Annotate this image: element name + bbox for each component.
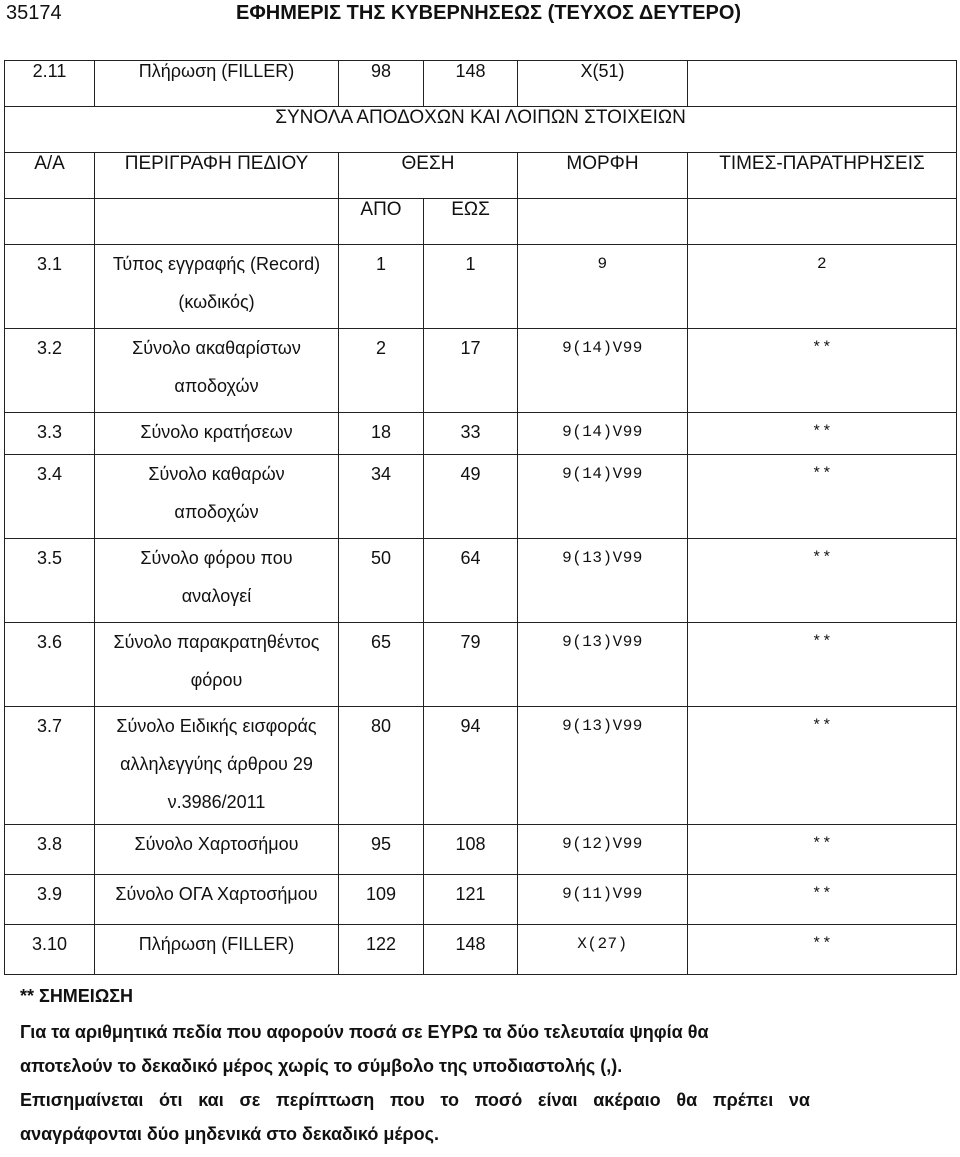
row-times: ** (688, 623, 957, 707)
empty-cell (688, 199, 957, 245)
row-apo: 109 (339, 875, 424, 925)
section-title: ΣΥΝΟΛΑ ΑΠΟΔΟΧΩΝ ΚΑΙ ΛΟΙΠΩΝ ΣΤΟΙΧΕΙΩΝ (5, 107, 957, 153)
subheader-row (5, 199, 957, 245)
col-header-aa: Α/Α (5, 153, 95, 199)
row-eos: 17 (424, 329, 518, 413)
row-aa: 3.5 (5, 539, 95, 623)
col-header-times: ΤΙΜΕΣ-ΠΑΡΑΤΗΡΗΣΕΙΣ (688, 153, 957, 199)
col-header-apo: ΑΠΟ (339, 199, 424, 245)
row-desc (95, 413, 339, 455)
row-morfi: X(27) (518, 925, 688, 975)
row-desc-line: φόρου (190, 670, 243, 690)
row-desc (95, 707, 339, 825)
column-header-row (5, 153, 957, 199)
row-desc-line: αναλογεί (181, 586, 252, 606)
row-desc-line: Σύνολο φόρου που (140, 548, 293, 568)
row-desc-line: αλληλεγγύης άρθρου 29 (120, 754, 313, 774)
row-desc-line: Σύνολο κρατήσεων (140, 422, 293, 442)
rows-body (5, 245, 957, 975)
row-aa: 3.3 (5, 413, 95, 455)
row-eos: 33 (424, 413, 518, 455)
table-row (5, 329, 957, 413)
row-aa: 3.9 (5, 875, 95, 925)
row-morfi: 9(12)V99 (518, 825, 688, 875)
row-apo: 2 (339, 329, 424, 413)
row-eos: 79 (424, 623, 518, 707)
row-apo: 122 (339, 925, 424, 975)
row-desc-line: Σύνολο Ειδικής εισφοράς (116, 716, 317, 736)
note-section (20, 986, 820, 1151)
row-aa: 3.8 (5, 825, 95, 875)
note-line: Επισημαίνεται ότι και σε περίπτωση που το ποσό είναι ακέραιο θα πρέπει να (20, 1090, 810, 1110)
row-apo: 50 (339, 539, 424, 623)
row-apo: 18 (339, 413, 424, 455)
row-times: ** (688, 329, 957, 413)
row-desc (95, 925, 339, 975)
row-apo: 1 (339, 245, 424, 329)
row-desc-line: Σύνολο καθαρών (148, 464, 285, 484)
fields-table (4, 60, 957, 975)
section-title-row (5, 107, 957, 153)
row-apo: 95 (339, 825, 424, 875)
row-apo: 34 (339, 455, 424, 539)
row-desc-line: Πλήρωση (FILLER) (138, 934, 295, 954)
empty-cell (5, 199, 95, 245)
row-eos: 64 (424, 539, 518, 623)
row-eos: 49 (424, 455, 518, 539)
row-aa: 3.6 (5, 623, 95, 707)
row-times: ** (688, 413, 957, 455)
row-morfi: 9(14)V99 (518, 413, 688, 455)
row-morfi: X(51) (518, 61, 688, 107)
row-desc (95, 825, 339, 875)
row-apo: 65 (339, 623, 424, 707)
table-row (5, 707, 957, 825)
table-row (5, 455, 957, 539)
row-eos: 121 (424, 875, 518, 925)
row-desc-line: Σύνολο παρακρατηθέντος (113, 632, 320, 652)
row-desc-line: αποδοχών (174, 376, 259, 396)
row-desc-line: Τύπος εγγραφής (Record) (112, 254, 321, 274)
row-apo: 98 (339, 61, 424, 107)
row-times: ** (688, 875, 957, 925)
row-aa: 3.1 (5, 245, 95, 329)
row-desc (95, 875, 339, 925)
row-desc (95, 329, 339, 413)
table-row (5, 825, 957, 875)
col-header-thesi: ΘΕΣΗ (339, 153, 518, 199)
row-times: ** (688, 539, 957, 623)
col-header-desc: ΠΕΡΙΓΡΑΦΗ ΠΕΔΙΟΥ (95, 153, 339, 199)
row-desc (95, 455, 339, 539)
table-row (5, 413, 957, 455)
row-desc (95, 623, 339, 707)
page-header (0, 0, 960, 34)
row-times: ** (688, 925, 957, 975)
row-eos: 148 (424, 925, 518, 975)
row-times: ** (688, 455, 957, 539)
row-desc: Πλήρωση (FILLER) (95, 61, 339, 107)
row-eos: 1 (424, 245, 518, 329)
row-desc (95, 245, 339, 329)
row-morfi: 9(14)V99 (518, 455, 688, 539)
note-line: αναγράφονται δύο μηδενικά στο δεκαδικό μέρος. (20, 1124, 439, 1144)
table-row (5, 245, 957, 329)
row-aa: 2.11 (5, 61, 95, 107)
row-aa: 3.2 (5, 329, 95, 413)
table-row (5, 875, 957, 925)
note-line: αποτελούν το δεκαδικό μέρος χωρίς το σύμβολο της υποδιαστολής (,). (20, 1056, 623, 1076)
note-line: Για τα αριθμητικά πεδία που αφορούν ποσά σε ΕΥΡΩ τα δύο τελευταία ψηφία θα (20, 1022, 709, 1042)
gazette-title: ΕΦΗΜΕΡΙΣ ΤΗΣ ΚΥΒΕΡΝΗΣΕΩΣ (ΤΕΥΧΟΣ ΔΕΥΤΕΡΟ) (236, 2, 742, 24)
note-title: ** ΣΗΜΕΙΩΣΗ (20, 986, 134, 1006)
row-morfi: 9(13)V99 (518, 539, 688, 623)
row-eos: 148 (424, 61, 518, 107)
row-eos: 108 (424, 825, 518, 875)
col-header-eos: ΕΩΣ (424, 199, 518, 245)
row-desc-line: ν.3986/2011 (167, 792, 266, 812)
row-morfi: 9(13)V99 (518, 707, 688, 825)
row-morfi: 9 (518, 245, 688, 329)
row-aa: 3.4 (5, 455, 95, 539)
table-row (5, 539, 957, 623)
row-aa: 3.10 (5, 925, 95, 975)
row-times: 2 (688, 245, 957, 329)
filler-row (5, 61, 957, 107)
row-apo: 80 (339, 707, 424, 825)
row-eos: 94 (424, 707, 518, 825)
row-times (688, 61, 957, 107)
row-times: ** (688, 825, 957, 875)
row-desc-line: Σύνολο ΟΓΑ Χαρτοσήμου (115, 884, 318, 904)
row-desc-line: (κωδικός) (178, 292, 255, 312)
row-desc-line: αποδοχών (174, 502, 259, 522)
col-header-morfi: ΜΟΡΦΗ (518, 153, 688, 199)
row-desc (95, 539, 339, 623)
table-row (5, 925, 957, 975)
table-row (5, 623, 957, 707)
row-aa: 3.7 (5, 707, 95, 825)
empty-cell (95, 199, 339, 245)
row-desc-line: Σύνολο ακαθαρίστων (132, 338, 301, 358)
row-times: ** (688, 707, 957, 825)
row-morfi: 9(14)V99 (518, 329, 688, 413)
row-morfi: 9(11)V99 (518, 875, 688, 925)
page-number: 35174 (6, 2, 62, 24)
row-desc-line: Σύνολο Χαρτοσήμου (134, 834, 299, 854)
empty-cell (518, 199, 688, 245)
row-morfi: 9(13)V99 (518, 623, 688, 707)
